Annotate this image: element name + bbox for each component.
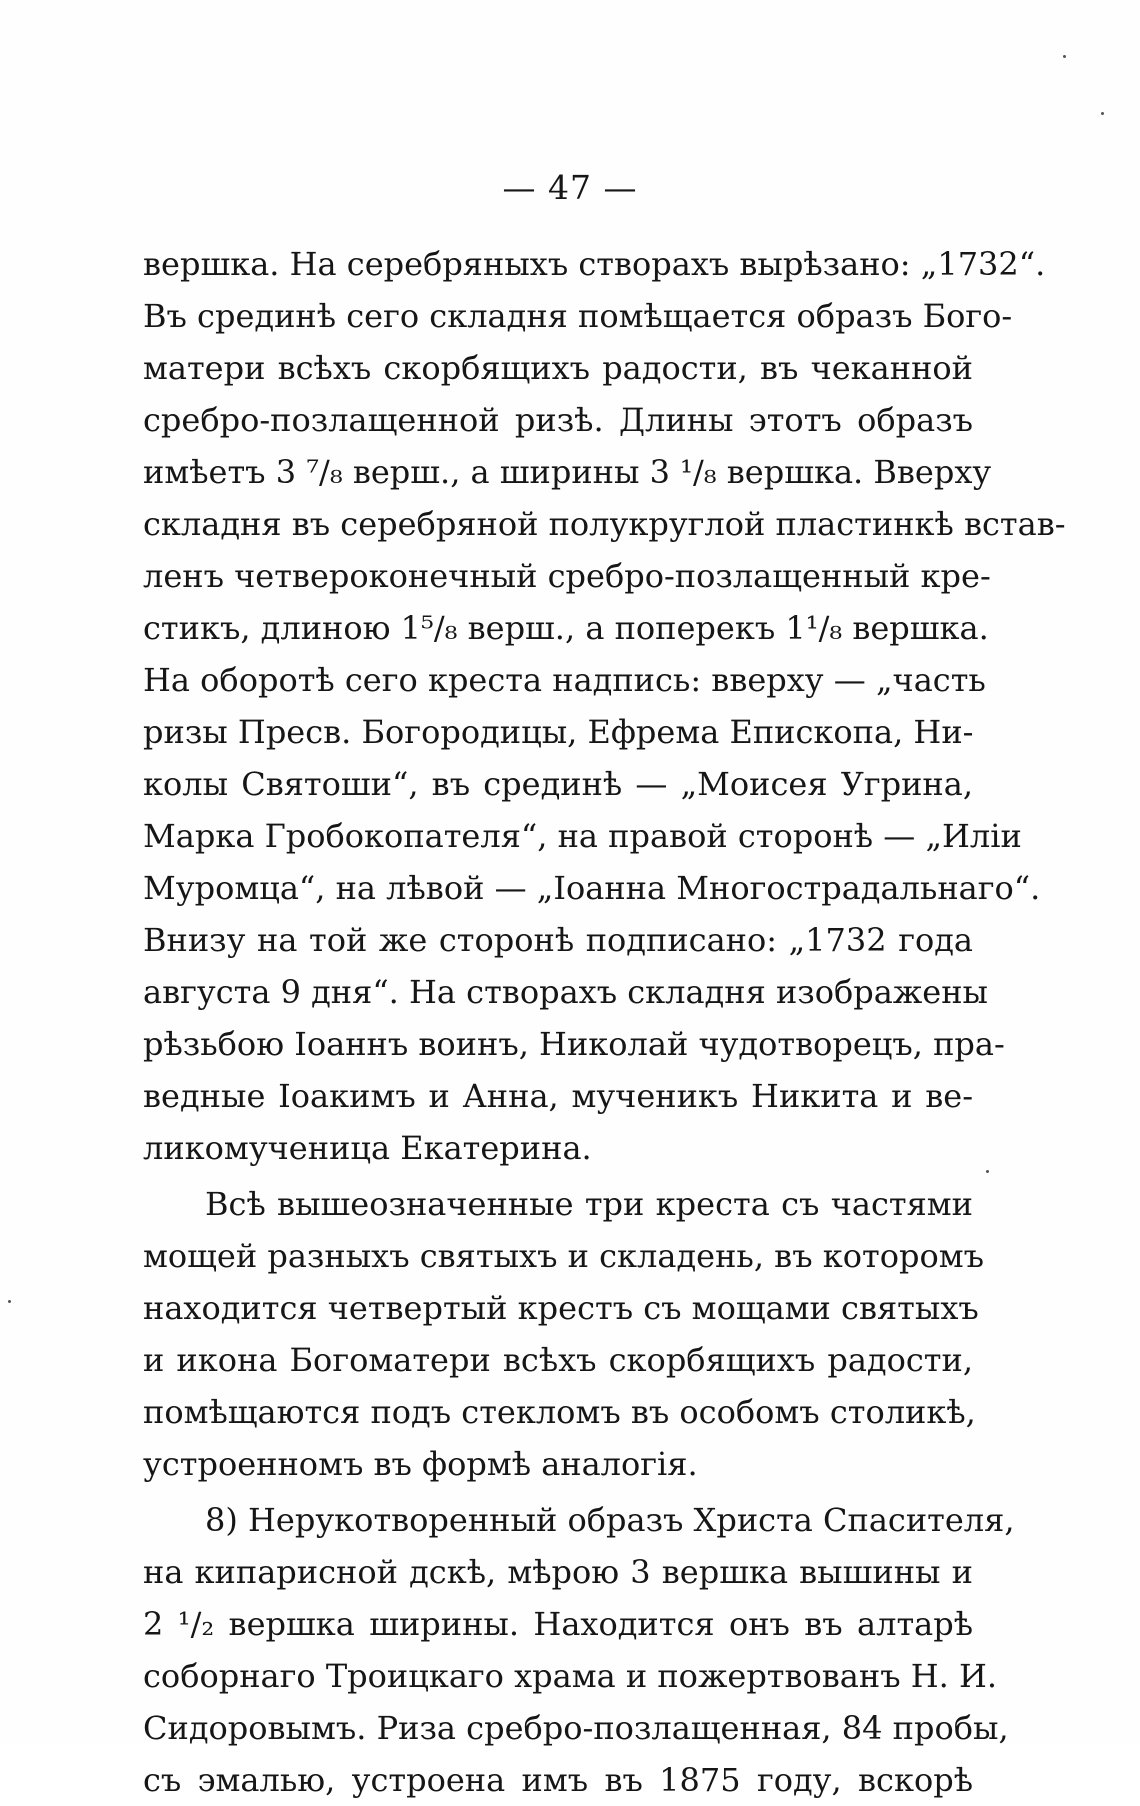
text-line: сребро-позлащенной ризѣ. Длины этотъ образъ [143, 401, 973, 439]
text-line: на кипарисной дскѣ, мѣрою 3 вершка вышины и [143, 1553, 973, 1591]
page-number: — 47 — [502, 168, 638, 207]
scan-speck [1101, 112, 1104, 115]
scan-speck [8, 1300, 11, 1303]
text-line: Сидоровымъ. Риза сребро-позлащенная, 84 пробы, [143, 1709, 1009, 1747]
text-line: и икона Богоматери всѣхъ скорбящихъ радости, [143, 1341, 973, 1379]
text-line: соборнаго Троицкаго храма и пожертвованъ Н. И. [143, 1657, 998, 1695]
scan-speck [986, 1170, 989, 1173]
text-line: На оборотѣ сего креста надпись: вверху — „часть [143, 661, 986, 699]
text-line: 2 ¹/₂ вершка ширины. Находится онъ въ алтарѣ [143, 1605, 973, 1643]
text-line: помѣщаются подъ стекломъ въ особомъ столикѣ, [143, 1393, 976, 1431]
text-line: 8) Нерукотворенный образъ Христа Спасителя, [205, 1501, 1015, 1539]
text-line: устроенномъ въ формѣ аналогія. [143, 1445, 698, 1483]
text-line: матери всѣхъ скорбящихъ радости, въ чеканной [143, 349, 973, 387]
text-line: вершка. На серебряныхъ створахъ вырѣзано: „1732“. [143, 245, 1046, 283]
text-line: рѣзьбою Іоаннъ воинъ, Николай чудотворецъ, пра- [143, 1025, 1005, 1063]
body-text [143, 238, 1066, 1806]
text-line: колы Святоши“, въ срединѣ — „Моисея Угрина, [143, 765, 973, 803]
scan-speck [1063, 55, 1066, 58]
text-line: мощей разныхъ святыхъ и складень, въ которомъ [143, 1237, 984, 1275]
text-line: Муромца“, на лѣвой — „Іоанна Многострадальнаго“. [143, 869, 1041, 907]
text-line: съ эмалью, устроена имъ въ 1875 году, вскорѣ [143, 1761, 973, 1799]
text-line: августа 9 дня“. На створахъ складня изображены [143, 973, 988, 1011]
text-line: Всѣ вышеозначенные три креста съ частями [205, 1185, 973, 1223]
text-line: Въ срединѣ сего складня помѣщается образъ Бого- [143, 297, 1013, 335]
paragraph [143, 1178, 984, 1490]
text-line: находится четвертый крестъ съ мощами святыхъ [143, 1289, 979, 1327]
text-line: стикъ, длиною 1⁵/₈ верш., а поперекъ 1¹/₈ вершка. [143, 609, 989, 647]
text-line: ризы Пресв. Богородицы, Ефрема Епископа, Ни- [143, 713, 974, 751]
text-line: ликомученица Екатерина. [143, 1129, 592, 1167]
text-line: Марка Гробокопателя“, на правой сторонѣ — „Иліи [143, 817, 1022, 855]
text-line: ведные Іоакимъ и Анна, мученикъ Никита и ве- [143, 1077, 973, 1115]
paragraph [143, 238, 1066, 1174]
text-line: Внизу на той же сторонѣ подписано: „1732 года [143, 921, 973, 959]
text-line: ленъ четвероконечный сребро-позлащенный кре- [143, 557, 991, 595]
text-line: имѣетъ 3 ⁷/₈ верш., а ширины 3 ¹/₈ вершка. Вверху [143, 453, 992, 491]
paragraph [143, 1494, 1015, 1806]
text-line: складня въ серебряной полукруглой пластинкѣ встав- [143, 505, 1066, 543]
